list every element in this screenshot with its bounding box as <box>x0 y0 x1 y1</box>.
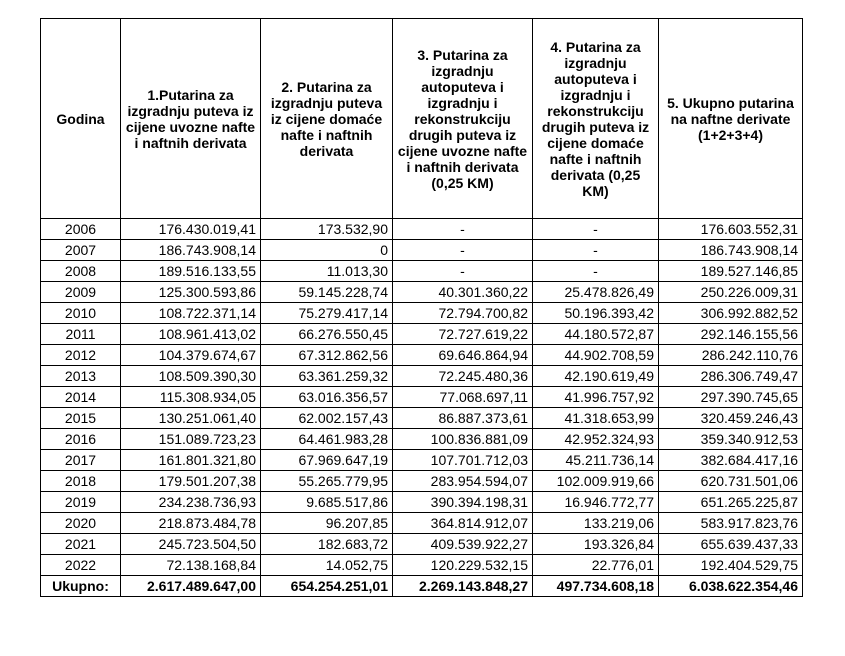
value-cell: 86.887.373,61 <box>393 408 533 429</box>
value-cell: 655.639.437,33 <box>659 534 803 555</box>
table-row <box>41 387 803 408</box>
value-cell: - <box>533 261 659 282</box>
value-cell: 245.723.504,50 <box>121 534 261 555</box>
value-cell: 72.245.480,36 <box>393 366 533 387</box>
value-cell: 173.532,90 <box>261 219 393 240</box>
value-cell: 186.743.908,14 <box>659 240 803 261</box>
value-cell: 9.685.517,86 <box>261 492 393 513</box>
table-row <box>41 534 803 555</box>
value-cell: 186.743.908,14 <box>121 240 261 261</box>
total-cell: 654.254.251,01 <box>261 576 393 597</box>
value-cell: 0 <box>261 240 393 261</box>
year-cell: 2016 <box>41 429 121 450</box>
value-cell: 651.265.225,87 <box>659 492 803 513</box>
total-label: Ukupno: <box>41 576 121 597</box>
value-cell: 320.459.246,43 <box>659 408 803 429</box>
value-cell: 72.727.619,22 <box>393 324 533 345</box>
road-toll-table <box>40 18 803 597</box>
value-cell: 107.701.712,03 <box>393 450 533 471</box>
value-cell: 42.952.324,93 <box>533 429 659 450</box>
value-cell: 25.478.826,49 <box>533 282 659 303</box>
year-cell: 2020 <box>41 513 121 534</box>
value-cell: 286.242.110,76 <box>659 345 803 366</box>
table-row <box>41 555 803 576</box>
value-cell: 218.873.484,78 <box>121 513 261 534</box>
year-cell: 2022 <box>41 555 121 576</box>
value-cell: 63.016.356,57 <box>261 387 393 408</box>
value-cell: 359.340.912,53 <box>659 429 803 450</box>
total-cell: 2.617.489.647,00 <box>121 576 261 597</box>
value-cell: 192.404.529,75 <box>659 555 803 576</box>
value-cell: 62.002.157,43 <box>261 408 393 429</box>
value-cell: 108.961.413,02 <box>121 324 261 345</box>
value-cell: 45.211.736,14 <box>533 450 659 471</box>
value-cell: 63.361.259,32 <box>261 366 393 387</box>
table-row <box>41 324 803 345</box>
year-cell: 2014 <box>41 387 121 408</box>
value-cell: 67.969.647,19 <box>261 450 393 471</box>
value-cell: 72.138.168,84 <box>121 555 261 576</box>
table-row <box>41 450 803 471</box>
year-cell: 2011 <box>41 324 121 345</box>
table-row <box>41 219 803 240</box>
table-row <box>41 513 803 534</box>
value-cell: 161.801.321,80 <box>121 450 261 471</box>
table-row <box>41 408 803 429</box>
value-cell: 193.326,84 <box>533 534 659 555</box>
value-cell: 44.902.708,59 <box>533 345 659 366</box>
value-cell: - <box>533 240 659 261</box>
value-cell: 182.683,72 <box>261 534 393 555</box>
value-cell: 69.646.864,94 <box>393 345 533 366</box>
value-cell: 41.318.653,99 <box>533 408 659 429</box>
total-row <box>41 576 803 597</box>
value-cell: 306.992.882,52 <box>659 303 803 324</box>
value-cell: 382.684.417,16 <box>659 450 803 471</box>
value-cell: 409.539.922,27 <box>393 534 533 555</box>
table-row <box>41 429 803 450</box>
year-cell: 2015 <box>41 408 121 429</box>
value-cell: 364.814.912,07 <box>393 513 533 534</box>
value-cell: 100.836.881,09 <box>393 429 533 450</box>
year-cell: 2008 <box>41 261 121 282</box>
value-cell: 250.226.009,31 <box>659 282 803 303</box>
value-cell: 77.068.697,11 <box>393 387 533 408</box>
value-cell: 176.603.552,31 <box>659 219 803 240</box>
value-cell: 96.207,85 <box>261 513 393 534</box>
value-cell: 189.516.133,55 <box>121 261 261 282</box>
table-body <box>41 219 803 576</box>
value-cell: 115.308.934,05 <box>121 387 261 408</box>
value-cell: - <box>393 240 533 261</box>
value-cell: 16.946.772,77 <box>533 492 659 513</box>
value-cell: 583.917.823,76 <box>659 513 803 534</box>
value-cell: 44.180.572,87 <box>533 324 659 345</box>
value-cell: 179.501.207,38 <box>121 471 261 492</box>
value-cell: 133.219,06 <box>533 513 659 534</box>
value-cell: 620.731.501,06 <box>659 471 803 492</box>
value-cell: 14.052,75 <box>261 555 393 576</box>
value-cell: 130.251.061,40 <box>121 408 261 429</box>
table-row <box>41 345 803 366</box>
table-row <box>41 471 803 492</box>
total-cell: 6.038.622.354,46 <box>659 576 803 597</box>
value-cell: 64.461.983,28 <box>261 429 393 450</box>
value-cell: 292.146.155,56 <box>659 324 803 345</box>
value-cell: 41.996.757,92 <box>533 387 659 408</box>
year-cell: 2010 <box>41 303 121 324</box>
value-cell: 59.145.228,74 <box>261 282 393 303</box>
table-row <box>41 366 803 387</box>
value-cell: 55.265.779,95 <box>261 471 393 492</box>
header-import-toll: 1.Putarina za izgradnju puteva iz cijene uvozne nafte i naftnih derivata <box>121 19 261 219</box>
header-year: Godina <box>41 19 121 219</box>
header-total-toll: 5. Ukupno putarina na naftne derivate (1+2+3+4) <box>659 19 803 219</box>
year-cell: 2012 <box>41 345 121 366</box>
table-footer <box>41 576 803 597</box>
value-cell: - <box>533 219 659 240</box>
year-cell: 2019 <box>41 492 121 513</box>
header-domestic-toll: 2. Putarina za izgradnju puteva iz cijene domaće nafte i naftnih derivata <box>261 19 393 219</box>
total-cell: 497.734.608,18 <box>533 576 659 597</box>
value-cell: 283.954.594,07 <box>393 471 533 492</box>
year-cell: 2021 <box>41 534 121 555</box>
value-cell: 66.276.550,45 <box>261 324 393 345</box>
value-cell: 125.300.593,86 <box>121 282 261 303</box>
value-cell: 108.722.371,14 <box>121 303 261 324</box>
value-cell: 50.196.393,42 <box>533 303 659 324</box>
year-cell: 2013 <box>41 366 121 387</box>
value-cell: 72.794.700,82 <box>393 303 533 324</box>
value-cell: 108.509.390,30 <box>121 366 261 387</box>
table-row <box>41 282 803 303</box>
value-cell: 75.279.417,14 <box>261 303 393 324</box>
header-row <box>41 19 803 219</box>
value-cell: 189.527.146,85 <box>659 261 803 282</box>
value-cell: 151.089.723,23 <box>121 429 261 450</box>
value-cell: - <box>393 219 533 240</box>
table-header <box>41 19 803 219</box>
value-cell: 42.190.619,49 <box>533 366 659 387</box>
value-cell: 102.009.919,66 <box>533 471 659 492</box>
value-cell: 390.394.198,31 <box>393 492 533 513</box>
value-cell: 120.229.532,15 <box>393 555 533 576</box>
year-cell: 2017 <box>41 450 121 471</box>
value-cell: 286.306.749,47 <box>659 366 803 387</box>
year-cell: 2006 <box>41 219 121 240</box>
value-cell: 40.301.360,22 <box>393 282 533 303</box>
total-cell: 2.269.143.848,27 <box>393 576 533 597</box>
value-cell: 11.013,30 <box>261 261 393 282</box>
value-cell: - <box>393 261 533 282</box>
value-cell: 22.776,01 <box>533 555 659 576</box>
value-cell: 297.390.745,65 <box>659 387 803 408</box>
value-cell: 67.312.862,56 <box>261 345 393 366</box>
header-highway-domestic-toll: 4. Putarina za izgradnju autoputeva i izgradnju i rekonstrukciju drugih puteva iz cijene domaće nafte i naftnih derivata (0,25 KM) <box>533 19 659 219</box>
year-cell: 2018 <box>41 471 121 492</box>
table-row <box>41 261 803 282</box>
year-cell: 2009 <box>41 282 121 303</box>
table-row <box>41 303 803 324</box>
value-cell: 176.430.019,41 <box>121 219 261 240</box>
year-cell: 2007 <box>41 240 121 261</box>
table-row <box>41 240 803 261</box>
header-highway-import-toll: 3. Putarina za izgradnju autoputeva i izgradnju i rekonstrukciju drugih puteva iz cijene uvozne nafte i naftnih derivata (0,25 KM) <box>393 19 533 219</box>
table-row <box>41 492 803 513</box>
value-cell: 104.379.674,67 <box>121 345 261 366</box>
value-cell: 234.238.736,93 <box>121 492 261 513</box>
